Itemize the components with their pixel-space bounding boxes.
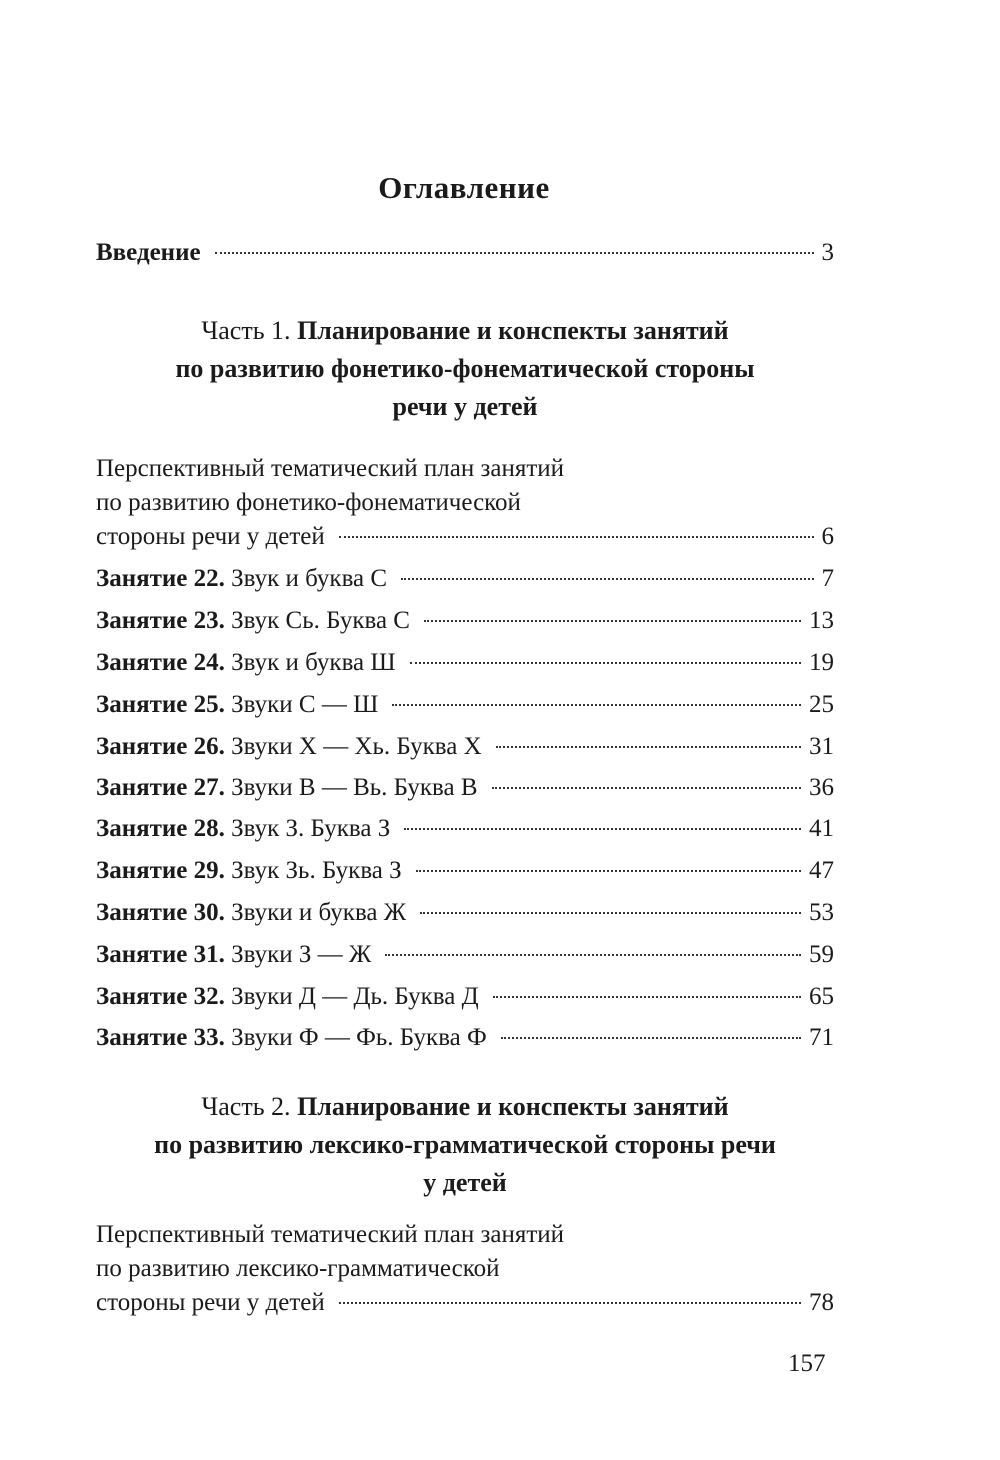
part-heading-line: речи у детей: [392, 392, 538, 421]
page-number: 13: [809, 607, 834, 634]
toc-entry-lesson[interactable]: [96, 808, 834, 850]
lesson-title: Звуки и буква Ж: [231, 899, 407, 926]
page-number: 25: [809, 691, 834, 718]
lesson-number: Занятие 23.: [96, 607, 225, 634]
entry-line: Перспективный тематический план занятий: [96, 1221, 565, 1248]
toc-entry-lesson[interactable]: [96, 934, 834, 976]
page-number: 78: [809, 1289, 834, 1316]
leader-dots: [215, 252, 814, 254]
toc-entry-introduction[interactable]: [96, 232, 834, 274]
page-number: 19: [809, 649, 834, 676]
part-heading-line: у детей: [423, 1168, 507, 1197]
lesson-title: Звук и буква С: [231, 565, 388, 592]
leader-dots: [339, 1302, 801, 1304]
lesson-title: Звук З. Буква З: [231, 815, 391, 842]
toc-entry-plan-2-text: [96, 1218, 564, 1286]
page-number: 41: [809, 815, 834, 842]
part-2-heading: [70, 1088, 860, 1202]
lesson-number: Занятие 29.: [96, 857, 225, 884]
lesson-title: Звуки Д — Дь. Буква Д: [231, 983, 479, 1010]
lesson-title: Звук и буква Ш: [231, 649, 396, 676]
toc-entry-lesson[interactable]: [96, 684, 834, 726]
leader-dots: [493, 996, 801, 998]
page-title: Оглавление: [378, 170, 550, 205]
leader-dots: [420, 912, 801, 914]
page-number: 47: [809, 857, 834, 884]
lesson-number: Занятие 24.: [96, 649, 225, 676]
lesson-number: Занятие 31.: [96, 941, 225, 968]
page-number: 7: [821, 565, 834, 592]
entry-label: стороны речи у детей: [96, 1289, 325, 1316]
leader-dots: [410, 662, 801, 664]
lesson-title: Звуки Х — Хь. Буква Х: [231, 733, 482, 760]
lesson-title: Звук Сь. Буква С: [231, 607, 410, 634]
entry-line: Перспективный тематический план занятий: [96, 455, 565, 482]
part-prefix: Часть 2.: [201, 1092, 291, 1121]
leader-dots: [339, 536, 814, 538]
page-number: 59: [809, 941, 834, 968]
page-number: 36: [809, 774, 834, 801]
toc-entry-lesson[interactable]: [96, 600, 834, 642]
part-heading-line: по развитию лексико-грамматической стороны речи: [154, 1130, 776, 1159]
leader-dots: [404, 828, 801, 830]
leader-dots: [501, 1037, 801, 1039]
part-prefix: Часть 1.: [201, 316, 291, 345]
leader-dots: [416, 870, 801, 872]
part-1-heading: [70, 312, 860, 426]
toc-entry-lesson[interactable]: [96, 726, 834, 768]
leader-dots: [424, 620, 801, 622]
lesson-number: Занятие 33.: [96, 1024, 225, 1051]
lesson-title: Звуки З — Ж: [231, 941, 372, 968]
toc-entry-lesson[interactable]: [96, 1017, 834, 1059]
lesson-number: Занятие 28.: [96, 815, 225, 842]
part-heading-line: Планирование и конспекты занятий: [297, 1092, 729, 1121]
toc-entry-lesson[interactable]: [96, 767, 834, 809]
lesson-number: Занятие 22.: [96, 565, 225, 592]
lesson-title: Звуки Ф — Фь. Буква Ф: [231, 1024, 487, 1051]
page-number: 53: [809, 899, 834, 926]
part-heading-line: по развитию фонетико-фонематической стороны: [175, 354, 755, 383]
entry-line: по развитию лексико-грамматической: [96, 1255, 500, 1282]
page-number: 71: [809, 1024, 834, 1051]
toc-entry-lesson[interactable]: [96, 850, 834, 892]
part-heading-line: Планирование и конспекты занятий: [297, 316, 729, 345]
entry-label: Введение: [96, 239, 201, 266]
leader-dots: [401, 578, 813, 580]
page-number: 31: [809, 733, 834, 760]
toc-entry-plan-2[interactable]: [96, 1282, 834, 1324]
lesson-number: Занятие 30.: [96, 899, 225, 926]
lesson-title: Звуки С — Ш: [231, 691, 379, 718]
folio-page-number: 157: [788, 1350, 826, 1377]
leader-dots: [392, 704, 801, 706]
toc-entry-plan-1-text: [96, 452, 564, 520]
lesson-title: Звук Зь. Буква З: [231, 857, 402, 884]
toc-entry-lesson[interactable]: [96, 892, 834, 934]
toc-entry-lesson[interactable]: [96, 558, 834, 600]
toc-entry-lesson[interactable]: [96, 642, 834, 684]
lesson-title: Звуки В — Вь. Буква В: [231, 774, 478, 801]
lesson-number: Занятие 26.: [96, 733, 225, 760]
lesson-number: Занятие 25.: [96, 691, 225, 718]
toc-entry-lesson[interactable]: [96, 976, 834, 1018]
leader-dots: [385, 954, 801, 956]
lesson-number: Занятие 32.: [96, 983, 225, 1010]
leader-dots: [496, 746, 801, 748]
leader-dots: [492, 787, 801, 789]
entry-label: стороны речи у детей: [96, 523, 325, 550]
toc-entry-plan-1[interactable]: [96, 516, 834, 558]
entry-line: по развитию фонетико-фонематической: [96, 489, 521, 516]
page-number: 3: [821, 239, 834, 266]
page-number: 6: [821, 523, 834, 550]
page-number: 65: [809, 983, 834, 1010]
lesson-number: Занятие 27.: [96, 774, 225, 801]
